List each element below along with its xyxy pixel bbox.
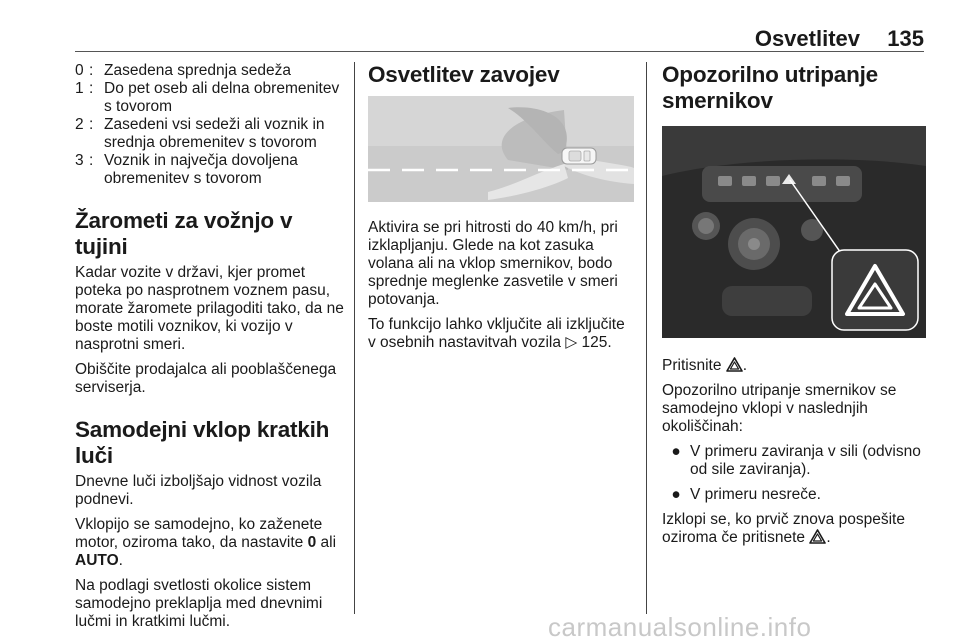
column-divider-1 [354, 62, 355, 614]
bullet-icon: ● [671, 443, 681, 460]
paragraph: Izklopi se, ko prvič znova pospešite oziroma če pritisnete . [662, 511, 905, 546]
list-item: ● V primeru nesreče. [662, 486, 926, 504]
legend-item: 3 : Voznik in največja dovoljena obremenitev s tovorom [75, 152, 298, 187]
list-item: ● V primeru zaviranja v sili (odvisno od sile zaviranja). [662, 443, 926, 479]
page-header [0, 0, 960, 52]
header-divider [75, 51, 924, 52]
heading-cornering-light: Osvetlitev zavojev [368, 62, 560, 87]
paragraph: Na podlagi svetlosti okolice sistem samodejno preklaplja med dnevnimi lučmi in kratkimi lučmi. [75, 577, 323, 630]
paragraph: Obiščite prodajalca ali pooblaščenega serviserja. [75, 361, 337, 396]
legend-item: 2 : Zasedeni vsi sedeži ali voznik in srednja obremenitev s tovorom [75, 116, 325, 151]
load-level-legend [75, 62, 345, 188]
hazard-switch-photo [662, 126, 926, 338]
paragraph: Kadar vozite v državi, kjer promet poteka po nasprotnem voznem pasu, morate žaromete prilagoditi tako, da ne boste motili voznikov, ki vozijo v nasprotni smeri. [75, 264, 344, 353]
setting-zero: 0 [307, 534, 317, 551]
paragraph: Dnevne luči izboljšajo vidnost vozila podnevi. [75, 473, 322, 508]
heading-hazard-warning: Opozorilno utripanje smernikov [662, 62, 878, 113]
section-title: Osvetlitev [754, 26, 860, 51]
paragraph: Vklopijo se samodejno, ko zaženete motor, oziroma tako, da nastavite 0 ali AUTO. [75, 516, 337, 569]
legend-item: 0 : Zasedena sprednja sedeža [75, 62, 291, 79]
setting-auto: AUTO [75, 552, 119, 569]
legend-item: 1 : Do pet oseb ali delna obremenitev s tovorom [75, 80, 340, 115]
paragraph: Opozorilno utripanje smernikov se samodejno vklopi v naslednjih okoliščinah: [662, 382, 897, 435]
bullet-icon: ● [671, 486, 681, 503]
column-middle [368, 62, 634, 352]
paragraph: To funkcijo lahko vključite ali izključite v osebnih nastavitvah vozila ▷ 125. [368, 316, 625, 351]
column-left [75, 62, 345, 631]
heading-auto-low-beam: Samodejni vklop kratkih luči [75, 417, 330, 468]
cornering-light-illustration [368, 96, 634, 202]
hazard-conditions-list [662, 443, 926, 504]
hazard-triangle-icon [726, 357, 743, 372]
watermark: carmanualsonline.info [548, 612, 812, 642]
paragraph: Aktivira se pri hitrosti do 40 km/h, pri izklapljanju. Glede na kot zasuka volana ali na vklop smernikov, bodo sprednje meglenke zasvetile v smeri potovanja. [368, 219, 618, 308]
paragraph: Pritisnite . [662, 357, 748, 374]
page-number: 135 [887, 26, 924, 51]
hazard-triangle-icon [809, 529, 826, 544]
column-right [662, 62, 926, 547]
column-divider-2 [646, 62, 647, 614]
heading-foreign-headlights: Žarometi za vožnjo v tujini [75, 208, 293, 259]
page-reference-icon: ▷ [565, 334, 578, 351]
